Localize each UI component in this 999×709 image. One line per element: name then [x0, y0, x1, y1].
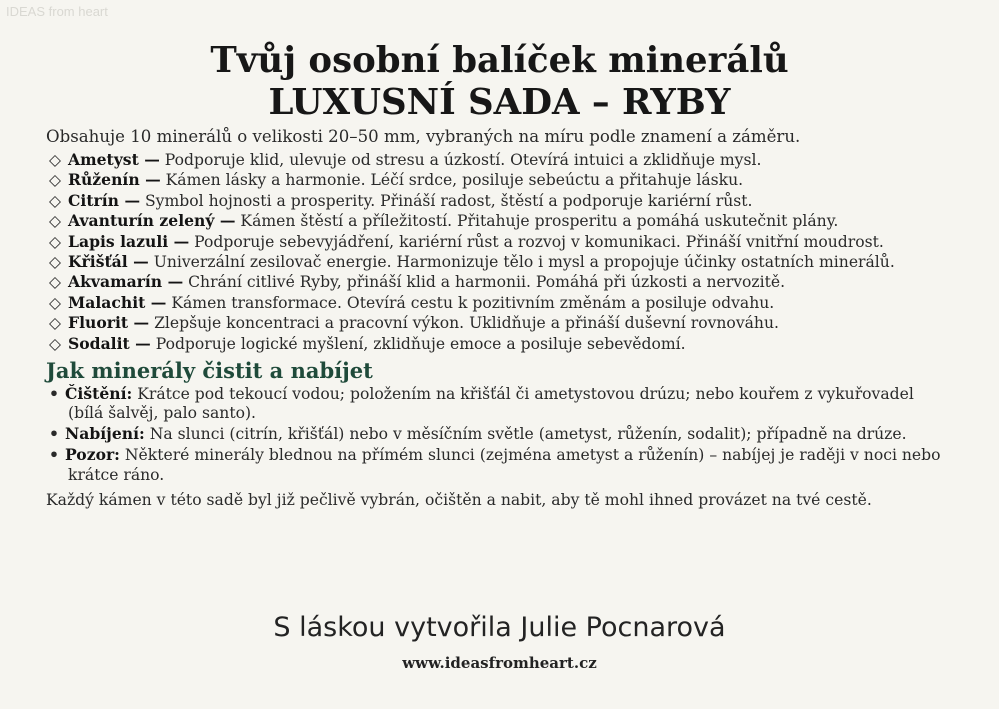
care-description: Některé minerály blednou na přímém slunci (zejména ametyst a růženín) – nabíjej je raději v noci nebo krátce ráno. [68, 446, 941, 484]
care-label: Nabíjení: [65, 424, 145, 444]
mineral-item [46, 211, 946, 231]
mineral-description: Podporuje logické myšlení, zklidňuje emoce a posiluje sebevědomí. [150, 334, 686, 353]
mineral-description: Kámen štěstí a příležitostí. Přitahuje prosperitu a pomáhá uskutečnit plány. [235, 212, 839, 231]
care-item [46, 445, 946, 485]
mineral-description: Symbol hojnosti a prosperity. Přináší radost, štěstí a podporuje kariérní růst. [140, 191, 753, 210]
mineral-item [46, 232, 946, 252]
closing-text: Každý kámen v této sadě byl již pečlivě vybrán, očištěn a nabit, aby tě mohl ihned provázet na tvé cestě. [46, 491, 872, 510]
care-description: Na slunci (citrín, křišťál) nebo v měsíčním světle (ametyst, růženín, sodalit); případně na drúze. [144, 425, 907, 444]
diamond-bullet-icon: ◇ [49, 151, 61, 169]
mineral-item [46, 293, 946, 313]
mineral-description: Chrání citlivé Ryby, přináší klid a harmonii. Pomáhá při úzkosti a nervozitě. [183, 273, 786, 292]
watermark-logo: IDEAS from heart [6, 4, 108, 19]
mineral-name: Ametyst — [68, 150, 160, 169]
care-label: Pozor: [65, 445, 120, 465]
mineral-name: Růženín — [68, 170, 161, 190]
mineral-name: Křišťál — [68, 252, 149, 272]
dot-bullet-icon: • [49, 384, 59, 404]
mineral-name: Avanturín zelený — [68, 211, 236, 231]
diamond-bullet-icon: ◇ [49, 232, 61, 251]
title-line-1: Tvůj osobní balíček minerálů [210, 40, 789, 81]
mineral-item [46, 170, 946, 190]
mineral-name: Fluorit — [68, 313, 150, 333]
diamond-bullet-icon: ◇ [49, 273, 61, 292]
intro-text: Obsahuje 10 minerálů o velikosti 20–50 mm, vybraných na míru podle znamení a záměru. [46, 127, 801, 146]
mineral-name: Sodalit — [68, 333, 151, 353]
mineral-name: Lapis lazuli — [68, 231, 190, 251]
title-line-2: LUXUSNÍ SADA – RYBY [268, 82, 731, 123]
website-link[interactable]: www.ideasfromheart.cz [402, 654, 597, 672]
diamond-bullet-icon: ◇ [49, 253, 61, 272]
diamond-bullet-icon: ◇ [49, 314, 61, 333]
mineral-description: Zlepšuje koncentraci a pracovní výkon. Uklidňuje a přináší duševní rovnováhu. [149, 314, 779, 333]
care-item [46, 424, 946, 444]
diamond-bullet-icon: ◇ [49, 171, 61, 190]
mineral-item [46, 191, 946, 211]
mineral-name: Citrín — [68, 190, 141, 210]
diamond-bullet-icon: ◇ [49, 191, 61, 210]
care-item [46, 384, 946, 424]
mineral-description: Kámen transformace. Otevírá cestu k pozitivním změnám a posiluje odvahu. [166, 293, 775, 312]
care-list [46, 384, 946, 485]
care-label: Čištění: [65, 384, 133, 404]
mineral-description: Univerzální zesilovač energie. Harmonizuje tělo i mysl a propojuje účinky ostatních minerálů. [148, 253, 895, 272]
mineral-item [46, 334, 946, 354]
content [46, 126, 946, 511]
mineral-item [46, 150, 946, 170]
mineral-item [46, 252, 946, 272]
mineral-description: Podporuje klid, ulevuje od stresu a úzkostí. Otevírá intuici a zklidňuje mysl. [159, 151, 762, 169]
mineral-name: Malachit — [68, 292, 167, 312]
diamond-bullet-icon: ◇ [49, 293, 61, 312]
mineral-description: Podporuje sebevyjádření, kariérní růst a rozvoj v komunikaci. Přináší vnitřní moudrost. [189, 232, 884, 251]
diamond-bullet-icon: ◇ [49, 212, 61, 231]
care-description: Krátce pod tekoucí vodou; položením na křišťál či ametystovou drúzu; nebo kouřem z vykuřovadel (bílá šalvěj, palo santo). [68, 385, 914, 423]
signature: S láskou vytvořila Julie Pocnarová [273, 612, 726, 643]
diamond-bullet-icon: ◇ [49, 334, 61, 353]
dot-bullet-icon: • [49, 424, 59, 444]
mineral-description: Kámen lásky a harmonie. Léčí srdce, posiluje sebeúctu a přitahuje lásku. [160, 171, 744, 190]
mineral-item [46, 272, 946, 292]
care-section-heading: Jak minerály čistit a nabíjet [46, 358, 373, 384]
mineral-name: Akvamarín — [68, 272, 184, 292]
mineral-list [46, 150, 946, 354]
dot-bullet-icon: • [49, 445, 59, 465]
mineral-item [46, 313, 946, 333]
page-title [0, 40, 999, 124]
